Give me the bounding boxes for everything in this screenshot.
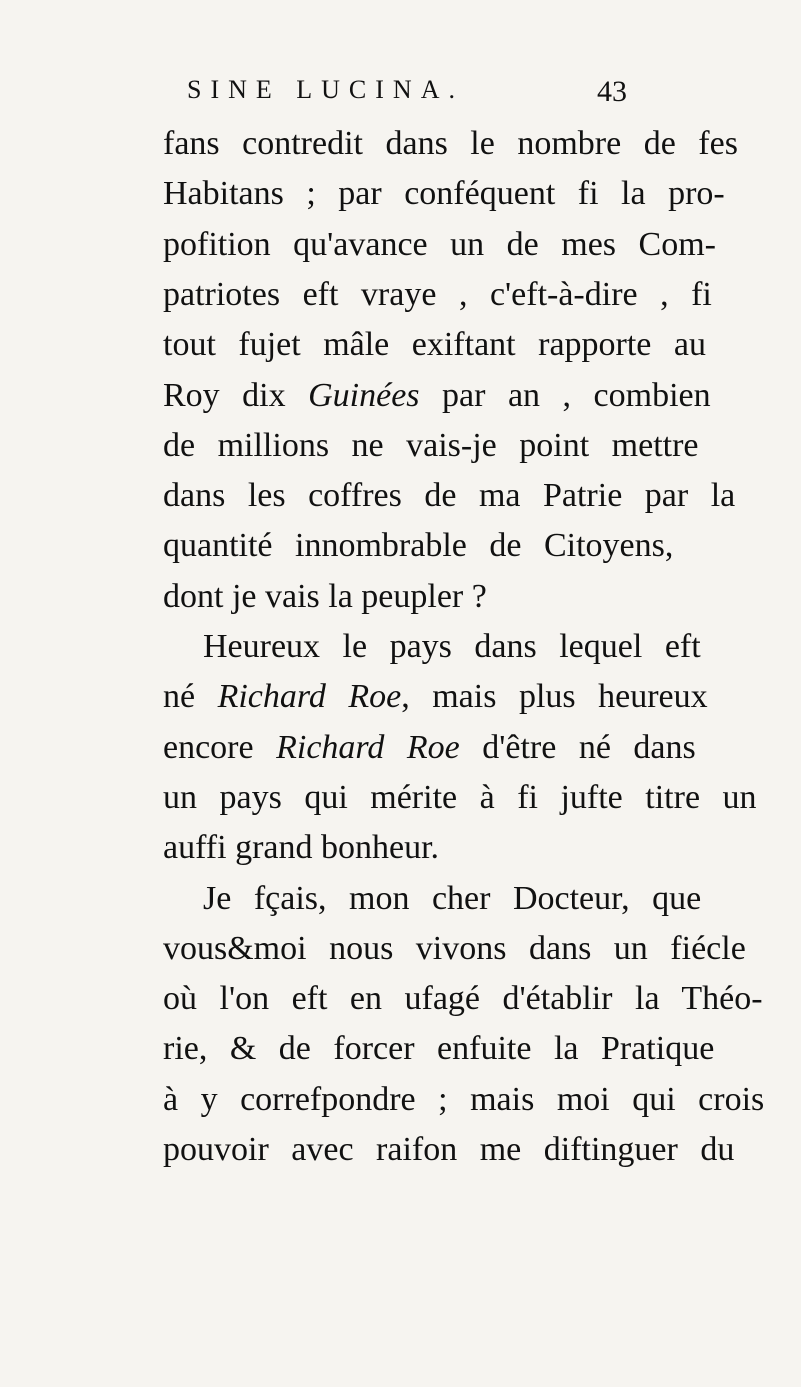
text-run: Habitans ; par conféquent fi la pro- bbox=[163, 175, 725, 212]
text-run: rie, & de forcer enfuite la Pratique bbox=[163, 1030, 715, 1067]
text-line bbox=[163, 273, 712, 317]
text-line bbox=[163, 826, 439, 870]
text-run: par an , combien bbox=[419, 377, 711, 414]
text-run: de millions ne vais-je point mettre bbox=[163, 427, 699, 464]
text-line bbox=[163, 323, 706, 367]
text-run: quantité innombrable de Citoyens, bbox=[163, 527, 674, 564]
text-line bbox=[163, 223, 716, 267]
text-run: vous&moi nous vivons dans un fiécle bbox=[163, 930, 746, 967]
italic-name: Guinées bbox=[308, 377, 420, 414]
text-run: dans les coffres de ma Patrie par la bbox=[163, 477, 736, 514]
text-run: pouvoir avec raifon me diftinguer du bbox=[163, 1131, 735, 1168]
text-line bbox=[163, 1027, 714, 1071]
text-line bbox=[163, 675, 708, 719]
text-run: tout fujet mâle exiftant rapporte au bbox=[163, 326, 706, 363]
text-line bbox=[163, 1128, 734, 1172]
text-run: un pays qui mérite à fi jufte titre un bbox=[163, 779, 757, 816]
text-line bbox=[163, 524, 673, 568]
page-number: 43 bbox=[597, 75, 627, 108]
text-run: pofition qu'avance un de mes Com- bbox=[163, 226, 716, 263]
text-line bbox=[163, 374, 711, 418]
text-line bbox=[163, 776, 757, 820]
text-run: Je fçais, mon cher Docteur, que bbox=[203, 880, 702, 917]
text-line bbox=[163, 122, 738, 166]
text-line bbox=[163, 424, 699, 468]
text-run: patriotes eft vraye , c'eft-à-dire , fi bbox=[163, 276, 712, 313]
page-header bbox=[187, 70, 627, 120]
text-line bbox=[163, 927, 746, 971]
text-run: où l'on eft en ufagé d'établir la Théo- bbox=[163, 980, 763, 1017]
text-run: dont je vais la peupler ? bbox=[163, 578, 487, 615]
text-run: , mais plus heureux bbox=[401, 678, 708, 715]
italic-name: Richard Roe bbox=[276, 729, 460, 766]
text-line bbox=[163, 474, 735, 518]
text-line bbox=[203, 877, 701, 921]
text-run: né bbox=[163, 678, 218, 715]
text-run: Heureux le pays dans lequel eft bbox=[203, 628, 701, 665]
text-line bbox=[163, 172, 725, 216]
text-run: encore bbox=[163, 729, 277, 766]
text-line bbox=[163, 1078, 764, 1122]
text-run: fans contredit dans le nombre de fes bbox=[163, 125, 738, 162]
italic-name: Richard Roe bbox=[217, 678, 402, 715]
running-title: SINE LUCINA. bbox=[187, 75, 464, 104]
text-run: auffi grand bonheur. bbox=[163, 829, 440, 866]
text-run: à y correfpondre ; mais moi qui crois bbox=[163, 1081, 765, 1118]
text-line bbox=[163, 575, 487, 619]
text-run: Roy dix bbox=[163, 377, 309, 414]
text-run: d'être né dans bbox=[459, 729, 696, 766]
text-line bbox=[163, 977, 763, 1021]
text-line bbox=[163, 726, 696, 770]
text-line bbox=[203, 625, 701, 669]
